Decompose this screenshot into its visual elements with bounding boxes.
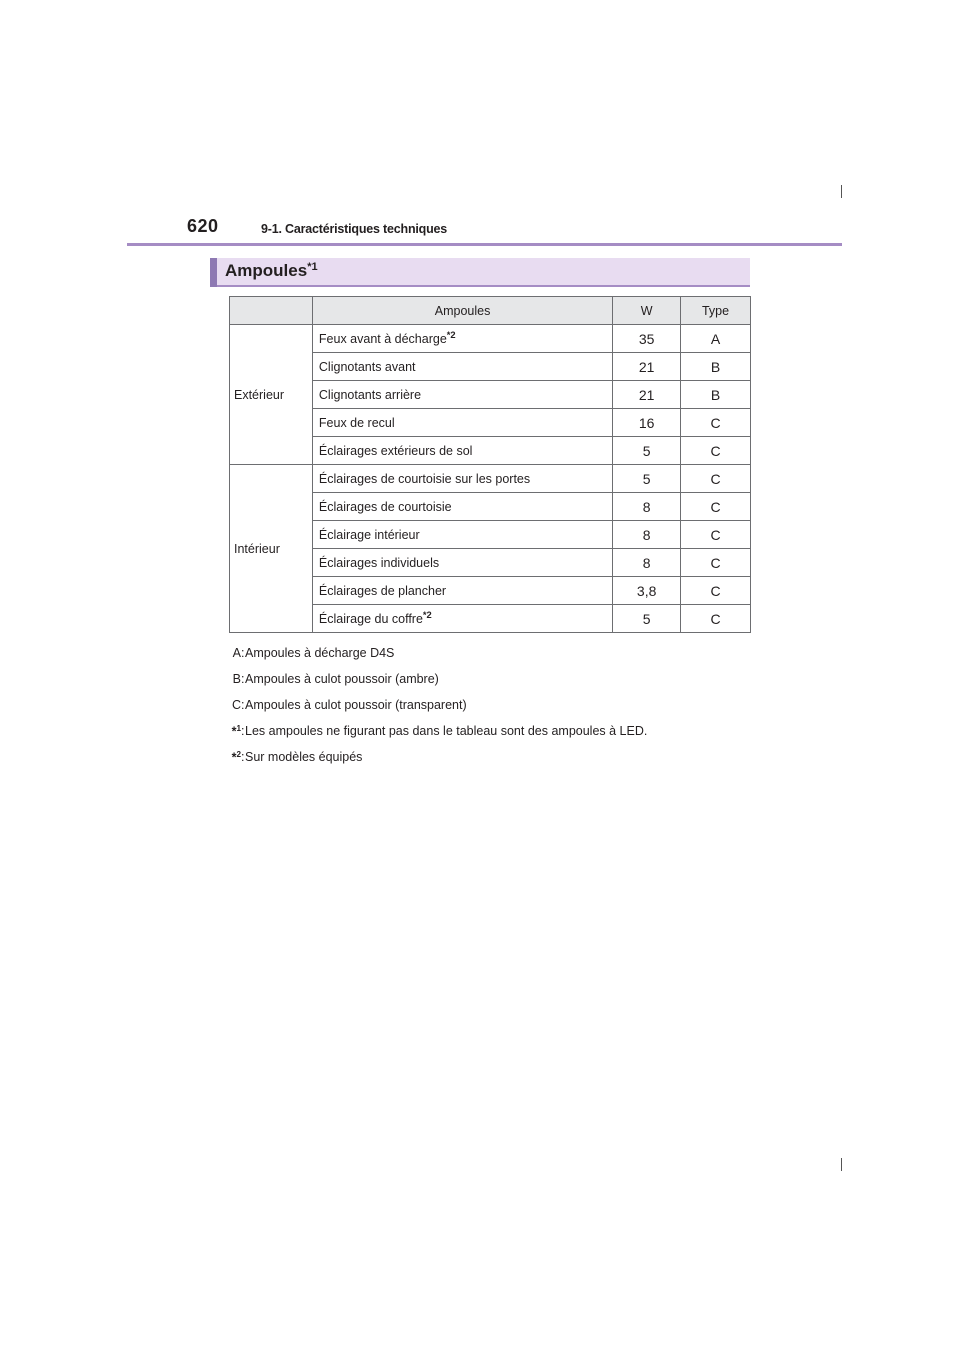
bulb-wattage: 35 xyxy=(613,325,681,353)
bulb-type: C xyxy=(681,605,751,633)
bulb-type: C xyxy=(681,409,751,437)
bulb-name-cell xyxy=(312,521,612,549)
chapter-title: 9-1. Caractéristiques techniques xyxy=(261,222,448,236)
footnote-separator: : xyxy=(241,646,245,660)
bulb-name-cell xyxy=(312,605,612,633)
bulb-name: Éclairages de plancher xyxy=(318,583,447,598)
section-header xyxy=(210,258,750,287)
bulb-type: B xyxy=(681,381,751,409)
bulb-name: Clignotants arrière xyxy=(318,387,422,402)
footnote xyxy=(222,724,647,750)
bulb-note: *2 xyxy=(446,330,456,341)
bulb-type: C xyxy=(681,493,751,521)
bulb-name: Éclairage du coffre xyxy=(318,612,423,627)
footnote-separator: : xyxy=(241,672,245,686)
bulb-name-cell xyxy=(312,577,612,605)
footnote-key: B xyxy=(232,672,241,686)
footnote xyxy=(222,698,647,724)
footnote-key: *$^2$ xyxy=(231,750,241,765)
bulb-name: Feux de recul xyxy=(318,415,395,430)
bulb-wattage: 3,8 xyxy=(613,577,681,605)
header-rule xyxy=(127,243,842,246)
bulb-name: Éclairages de courtoisie xyxy=(318,499,452,514)
group-label: Extérieur xyxy=(230,325,313,465)
bulb-name: Éclairages de courtoisie sur les portes xyxy=(318,471,531,486)
bulb-name-cell xyxy=(312,465,612,493)
bulb-name-cell xyxy=(312,381,612,409)
bulbs-table xyxy=(229,296,751,633)
footnote-key: A xyxy=(232,646,241,660)
bulb-type: C xyxy=(681,465,751,493)
page-number: 620 xyxy=(187,216,219,236)
group-label: Intérieur xyxy=(230,465,313,633)
footnote xyxy=(222,672,647,698)
bulb-name: Clignotants avant xyxy=(318,359,416,374)
table-body xyxy=(230,325,751,633)
table-header-row xyxy=(230,297,751,325)
bulb-wattage: 16 xyxy=(613,409,681,437)
bulb-name: Éclairage intérieur xyxy=(318,527,420,542)
footnote-text: Ampoules à culot poussoir (ambre) xyxy=(245,672,439,686)
section-title-note: *1 xyxy=(307,261,318,273)
bulb-name: Éclairages individuels xyxy=(318,555,440,570)
bulb-wattage: 8 xyxy=(613,493,681,521)
section-accent xyxy=(210,258,217,287)
footnote-text: Les ampoules ne figurant pas dans le tableau sont des ampoules à LED. xyxy=(245,724,648,739)
bulb-wattage: 21 xyxy=(613,381,681,409)
footnote-key: *$^1$ xyxy=(231,724,241,739)
crop-mark-bottom xyxy=(841,1158,842,1171)
header-ampoules: Ampoules xyxy=(312,297,612,325)
footnote-text: Sur modèles équipés xyxy=(245,750,363,765)
bulb-name-cell xyxy=(312,549,612,577)
bulb-type: C xyxy=(681,437,751,465)
bulb-name: Feux avant à décharge xyxy=(318,332,447,347)
bulb-name-cell xyxy=(312,353,612,381)
bulb-type: C xyxy=(681,521,751,549)
bulb-type: B xyxy=(681,353,751,381)
footnote xyxy=(222,750,647,776)
bulb-name-cell xyxy=(312,493,612,521)
section-title: Ampoules$^{*1}$ xyxy=(225,261,318,281)
footnote xyxy=(222,646,647,672)
bulb-wattage: 8 xyxy=(613,521,681,549)
bulb-wattage: 8 xyxy=(613,549,681,577)
footnote-separator: : xyxy=(241,698,245,712)
footnotes xyxy=(222,646,647,776)
bulb-note: *2 xyxy=(422,610,432,621)
header-type: Type xyxy=(681,297,751,325)
bulb-name-cell xyxy=(312,325,612,353)
bulb-type: C xyxy=(681,577,751,605)
footnote-text: Ampoules à décharge D4S xyxy=(245,646,395,660)
footnote-key: C xyxy=(231,698,241,712)
bulb-wattage: 5 xyxy=(613,437,681,465)
bulb-wattage: 5 xyxy=(613,465,681,493)
table-row xyxy=(230,325,751,353)
footnote-separator: : xyxy=(241,750,245,765)
footnote-separator: : xyxy=(241,724,245,739)
header-group-blank xyxy=(230,297,313,325)
bulb-name: Éclairages extérieurs de sol xyxy=(318,443,473,458)
table-row xyxy=(230,465,751,493)
bulb-name-cell xyxy=(312,437,612,465)
bulb-wattage: 5 xyxy=(613,605,681,633)
bulb-type: C xyxy=(681,549,751,577)
bulb-type: A xyxy=(681,325,751,353)
bulb-wattage: 21 xyxy=(613,353,681,381)
crop-mark-top xyxy=(841,185,842,198)
footnote-text: Ampoules à culot poussoir (transparent) xyxy=(245,698,467,712)
header-watt: W xyxy=(613,297,681,325)
bulb-name-cell xyxy=(312,409,612,437)
